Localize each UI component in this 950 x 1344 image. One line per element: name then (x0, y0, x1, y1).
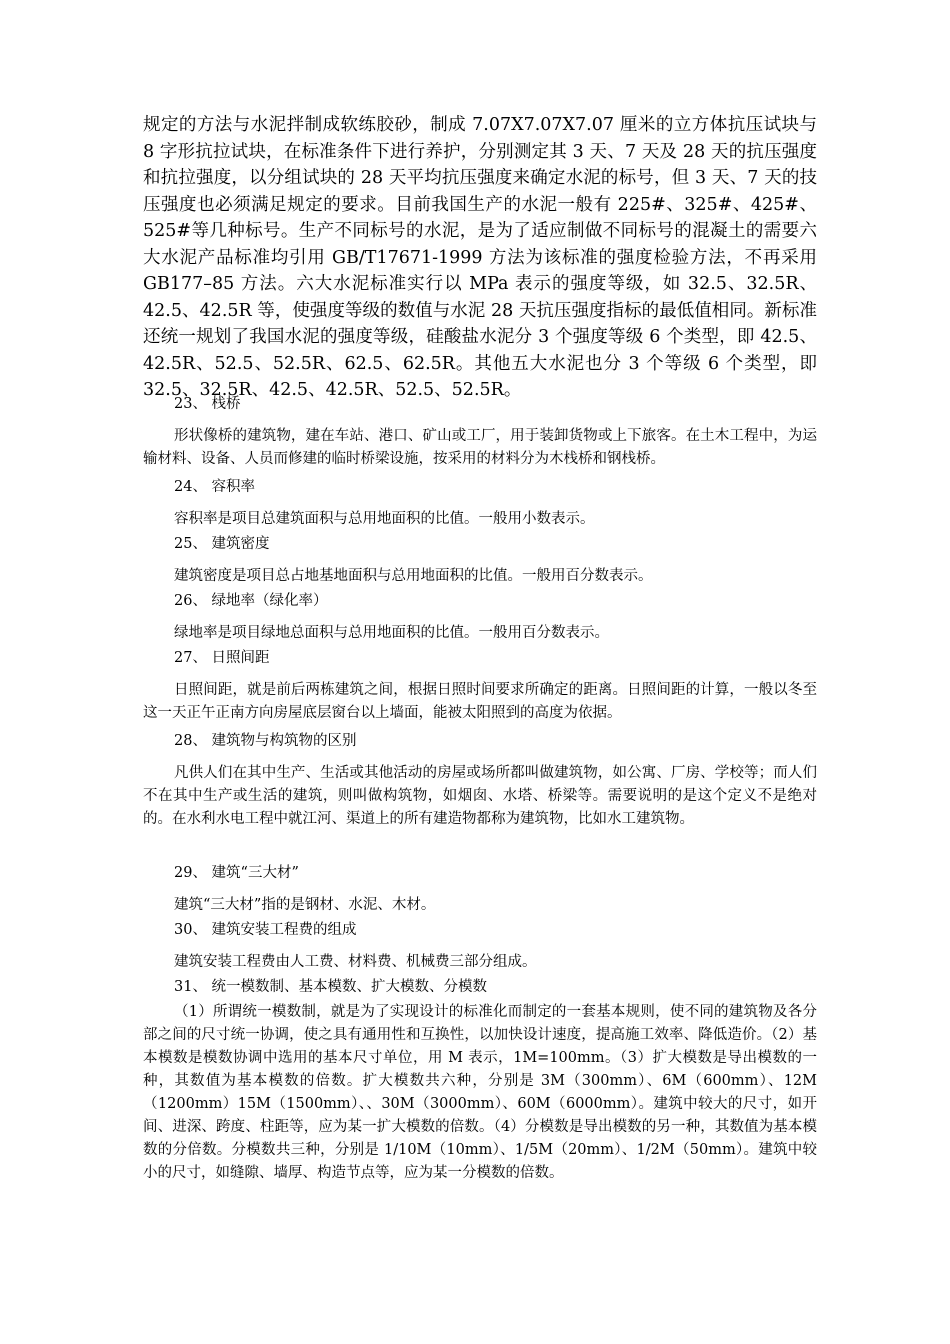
section-body: 容积率是项目总建筑面积与总用地面积的比值。一般用小数表示。 (174, 511, 595, 527)
section-heading: 30、 建筑安装工程费的组成 (174, 922, 357, 938)
section-heading: 29、 建筑“三大材” (174, 865, 299, 881)
section-body: 绿地率是项目绿地总面积与总用地面积的比值。一般用百分数表示。 (174, 625, 609, 641)
section-31 (143, 976, 817, 1185)
section-heading: 28、 建筑物与构筑物的区别 (174, 733, 357, 749)
section-28 (143, 730, 817, 831)
section-body: 建筑密度是项目总占地基地面积与总用地面积的比值。一般用百分数表示。 (174, 568, 653, 584)
section-heading: 27、 日照间距 (174, 650, 270, 666)
section-25 (143, 533, 817, 588)
section-23 (143, 393, 817, 471)
section-26 (143, 590, 817, 645)
section-body: 形状像桥的建筑物，建在车站、港口、矿山或工厂，用于装卸货物或上下旅客。在土木工程中，为运输材料、设备、人员而修建的临时桥梁设施，按采用的材料分为木栈桥和钢栈桥。 (143, 428, 817, 467)
section-heading: 23、 栈桥 (174, 396, 241, 412)
section-heading: 31、 统一模数制、基本模数、扩大模数、分模数 (174, 979, 488, 995)
section-body: （1）所谓统一模数制，就是为了实现设计的标准化而制定的一套基本规则，使不同的建筑物及各分部之间的尺寸统一协调，使之具有通用性和互换性，以加快设计速度，提高施工效率、降低造价。（2）基本模数是模数协调中选用的基本尺寸单位，用 M 表示，1M=100mm。（3）扩大模数是导出模数的一种，其数值为基本模数的倍数。扩大模数共六种，分别是 3M（300mm）、6M（600mm）、12M（1200mm）15M（1500mm）、、30M（3000mm）、60M（6000mm）。建筑中较大的尺寸，如开间、进深、跨度、柱距等，应为某一扩大模数的倍数。（4）分模数是导出模数的另一种，其数值为基本模数的分倍数。分模数共三种，分别是 1/10M（10mm）、1/5M（20mm）、1/2M（50mm）。建筑中较小的尺寸，如缝隙、墙厚、构造节点等，应为某一分模数的倍数。 (143, 1004, 817, 1181)
section-heading: 26、 绿地率（绿化率） (174, 593, 328, 609)
section-heading: 25、 建筑密度 (174, 536, 270, 552)
section-24 (143, 476, 817, 531)
section-body: 建筑“三大材”指的是钢材、水泥、木材。 (174, 897, 436, 913)
section-body: 日照间距，就是前后两栋建筑之间，根据日照时间要求所确定的距离。日照间距的计算，一般以冬至这一天正午正南方向房屋底层窗台以上墙面，能被太阳照到的高度为依据。 (143, 682, 817, 721)
intro-section (143, 112, 817, 404)
intro-paragraph: 规定的方法与水泥拌制成软练胶砂，制成 7.07X7.07X7.07 厘米的立方体抗压试块与 8 字形抗拉试块，在标准条件下进行养护，分别测定其 3 天、7 天及 28 天的抗压强度和抗拉强度，以分组试块的 28 天平均抗压强度来确定水泥的标号，但 3 天、7 天的技压强度也必须满足规定的要求。目前我国生产的水泥一般有 225#、325#、425#、525#等几种标号。生产不同标号的水泥，是为了适应制做不同标号的混凝土的需要六大水泥产品标准均引用 GB/T17671-1999 方法为该标准的强度检验方法，不再采用 GB177–85 方法。六大水泥标准实行以 MPa 表示的强度等级，如 32.5、32.5R、42.5、42.5R 等，使强度等级的数值与水泥 28 天抗压强度指标的最低值相同。新标准还统一规划了我国水泥的强度等级，硅酸盐水泥分 3 个强度等级 6 个类型，即 42.5、42.5R、52.5、52.5R、62.5、62.5R。其他五大水泥也分 3 个等级 6 个类型，即 32.5、32.5R、42.5、42.5R、52.5、52.5R。 (143, 115, 817, 400)
section-body: 建筑安装工程费由人工费、材料费、机械费三部分组成。 (174, 954, 537, 970)
section-heading: 24、 容积率 (174, 479, 256, 495)
section-body: 凡供人们在其中生产、生活或其他活动的房屋或场所都叫做建筑物，如公寓、厂房、学校等；而人们不在其中生产或生活的建筑，则叫做构筑物，如烟囱、水塔、桥梁等。需要说明的是这个定义不是绝对的。在水利水电工程中就江河、渠道上的所有建造物都称为建筑物，比如水工建筑物。 (143, 765, 817, 827)
section-30 (143, 919, 817, 974)
section-29 (143, 862, 817, 917)
section-27 (143, 647, 817, 725)
